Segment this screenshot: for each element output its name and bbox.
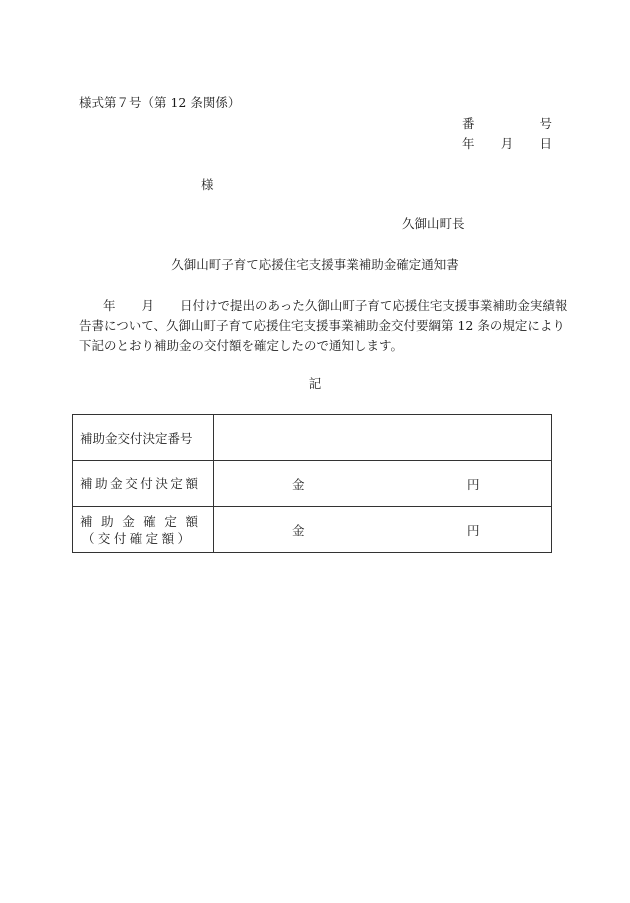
yen-suffix: 円 bbox=[467, 476, 480, 492]
confirmed-amount-label bbox=[73, 507, 214, 553]
addressee-honorific: 様 bbox=[201, 177, 214, 192]
body-line-1-text: 日付けで提出のあった久御山町子育て応援住宅支援事業補助金実績報 bbox=[180, 298, 568, 313]
reference-number-suffix: 号 bbox=[539, 116, 552, 131]
issue-date-line bbox=[462, 138, 552, 151]
date-year-label: 年 bbox=[462, 136, 475, 151]
body-year-label: 年 bbox=[103, 298, 116, 313]
body-text bbox=[79, 296, 568, 356]
body-line-3: 下記のとおり補助金の交付額を確定したので通知します。 bbox=[79, 338, 404, 353]
yen-prefix: 金 bbox=[292, 522, 305, 538]
reference-number-label: 番 bbox=[462, 116, 475, 131]
confirmed-amount-value bbox=[214, 507, 552, 553]
ki-heading: 記 bbox=[308, 376, 322, 391]
subsidy-table bbox=[72, 414, 552, 553]
decision-amount-label bbox=[73, 461, 214, 507]
date-day-label: 日 bbox=[539, 136, 552, 151]
yen-prefix: 金 bbox=[292, 476, 305, 492]
table-row bbox=[73, 507, 552, 553]
document-title: 久御山町子育て応援住宅支援事業補助金確定通知書 bbox=[171, 257, 459, 272]
yen-suffix: 円 bbox=[467, 522, 480, 538]
decision-number-label-text: 補助金交付決定番号 bbox=[80, 430, 193, 446]
decision-number-value bbox=[214, 415, 552, 461]
body-month-label: 月 bbox=[141, 298, 155, 313]
decision-amount-label-text: 補助金交付決定額 bbox=[80, 476, 198, 491]
decision-amount-value bbox=[214, 461, 552, 507]
form-number: 様式第７号（第 12 条関係） bbox=[79, 95, 241, 110]
table-row bbox=[73, 461, 552, 507]
body-line-2: 告書について、久御山町子育て応援住宅支援事業補助金交付要綱第 12 条の規定により bbox=[79, 318, 565, 333]
confirmed-amount-sublabel: （交付確定額） bbox=[82, 530, 190, 546]
decision-number-label bbox=[73, 415, 214, 461]
confirmed-amount-label-text: 補助金確定額 bbox=[80, 513, 198, 529]
date-month-label: 月 bbox=[500, 136, 514, 151]
reference-number-line bbox=[462, 118, 552, 131]
body-line-1 bbox=[79, 296, 568, 316]
table-row bbox=[73, 415, 552, 461]
issuer-name: 久御山町長 bbox=[402, 216, 465, 231]
